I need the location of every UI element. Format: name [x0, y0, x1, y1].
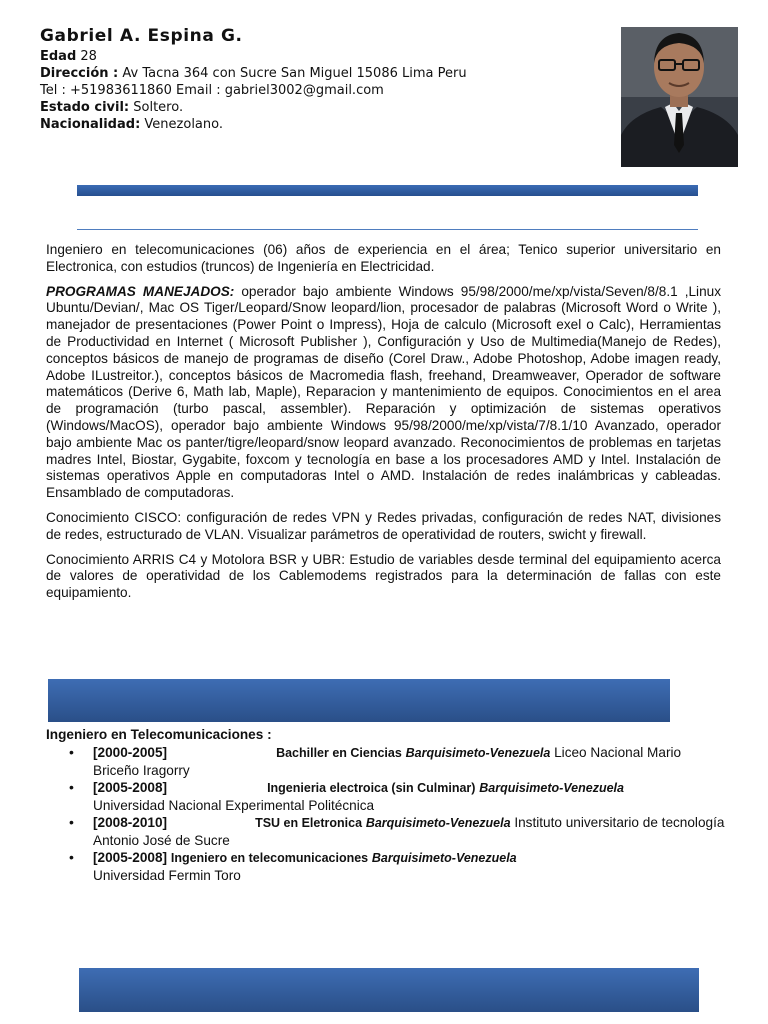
education-period: [2000-2005]: [93, 745, 168, 760]
education-section: [46, 726, 726, 884]
education-institution: Liceo Nacional Mario Briceño Iragorry: [93, 745, 682, 778]
cv-header: [40, 26, 600, 133]
education-period: [2005-2008]: [93, 780, 168, 795]
programs-text: operador bajo ambiente Windows 95/98/2000/me/xp/vista/Seven/8/8.1 ,Linux Ubuntu/Devian/, Mac OS Tiger/Leopard/Snow leopard/lion, procesador de palabras (Microsoft Word o Write ), manejador de presentaciones (Power Point o Impress), Hoja de calculo (Microsoft exel o Calc), Herramientas de Productividad en Internet ( Microsoft Publisher ), Configuración y Uso de Multimedia(Manejo de Redes), conceptos básicos de manejo de programas de diseño (Corel Draw., Adobe Photoshop, Adobe imagen ready, Adobe ILustreitor.), conceptos básicos de Macromedia flash, freehand, Dreamweaver, Operador de software matemáticos (Derive 6, Math lab, Maple), Reparacion y mantenimiento de equipos. Conocimientos en el area de programación (turbo pascal, assembler). Reparación y optimización de sistemas operativos (Windows/MacOS), operador bajo ambiente Windows 95/98/2000/me/xp/vista/7/8.1/10 Avanzado, operador bajo ambiente Mac os panter/tigre/leopard/snow leopard avanzado. Reconocimientos de problemas en tarjetas madres Intel, Biostar, Gygabite, foxcom y tecnología en base a los procesadores AMD y Intel. Instalación de sistemas operativos Apple en computadoras Intel o AMD. Instalación de redes inalámbricas y cableadas. Ensamblado de computadoras.: [46, 283, 721, 501]
section-bar-education: [48, 679, 670, 722]
education-item: [93, 814, 726, 849]
education-degree: Bachiller en Ciencias: [276, 746, 402, 760]
education-location: Barquisimeto-Venezuela: [371, 851, 517, 865]
age-label: Edad: [40, 49, 77, 64]
nationality-label: Nacionalidad:: [40, 117, 141, 132]
education-period: [2005-2008]: [93, 850, 168, 865]
divider-line: [77, 229, 698, 230]
section-bar-bottom: [79, 968, 699, 1012]
candidate-name: Gabriel A. Espina G.: [40, 26, 243, 46]
age-value: 28: [80, 49, 97, 64]
address-line: [40, 65, 600, 82]
programs-paragraph: [46, 284, 721, 502]
education-degree: Ingeniero en telecomunicaciones: [170, 851, 369, 865]
age-line: [40, 48, 600, 65]
summary-intro: Ingeniero en telecomunicaciones (06) años de experiencia en el área; Tenico superior universitario en Electronica, con estudios (truncos) de Ingeniería en Electricidad.: [46, 242, 721, 274]
section-bar-top: [77, 185, 698, 196]
summary-section: [46, 242, 721, 610]
education-list: [46, 744, 726, 884]
programs-label: PROGRAMAS MANEJADOS:: [46, 283, 235, 299]
civil-status-line: [40, 99, 600, 116]
civil-status-value: Soltero.: [133, 100, 184, 115]
civil-status-label: Estado civil:: [40, 100, 130, 115]
education-location: Barquisimeto-Venezuela: [405, 746, 551, 760]
education-period: [2008-2010]: [93, 815, 168, 830]
nationality-line: [40, 116, 600, 133]
cisco-paragraph: Conocimiento CISCO: configuración de redes VPN y Redes privadas, configuración de redes NAT, divisiones de redes, estructurado de VLAN. Visualizar parámetros de operatividad de routers, swicht y firewall.: [46, 509, 721, 542]
education-degree: TSU en Eletronica: [255, 816, 363, 830]
education-institution: Instituto universitario de tecnología Antonio José de Sucre: [93, 815, 725, 848]
address-value: Av Tacna 364 con Sucre San Miguel 15086 Lima Peru: [122, 66, 467, 81]
education-institution: Universidad Nacional Experimental Politécnica: [93, 798, 375, 813]
education-degree: Ingenieria electroica (sin Culminar): [267, 781, 476, 795]
nationality-value: Venezolano.: [144, 117, 223, 132]
education-institution: Universidad Fermin Toro: [93, 868, 241, 883]
contact-line: Tel : +51983611860 Email : gabriel3002@gmail.com: [40, 83, 384, 98]
education-title: Ingeniero en Telecomunicaciones :: [46, 727, 272, 742]
education-item: [93, 744, 726, 779]
education-item: [93, 849, 726, 884]
arris-paragraph: Conocimiento ARRIS C4 y Motolora BSR y UBR: Estudio de variables desde terminal del equipamiento acerca de valores de operatividad de los Cablemodems registrados para la determinación de fallas con este equipamiento.: [46, 551, 721, 601]
education-item: [93, 779, 726, 814]
address-label: Dirección :: [40, 66, 119, 81]
portrait-image: [621, 27, 738, 167]
education-location: Barquisimeto-Venezuela: [479, 781, 624, 795]
education-location: Barquisimeto-Venezuela: [365, 816, 511, 830]
profile-photo: [621, 27, 738, 167]
